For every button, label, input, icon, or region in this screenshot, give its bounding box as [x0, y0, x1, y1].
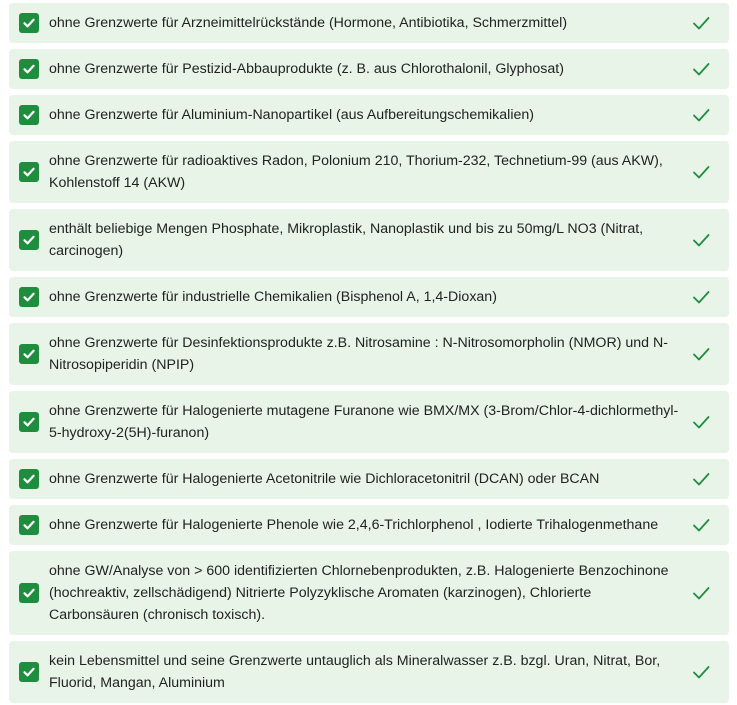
- item-text: ohne Grenzwerte für industrielle Chemikalien (Bisphenol A, 1,4-Dioxan): [49, 289, 497, 305]
- item-text: ohne Grenzwerte für Arzneimittelrückstände (Hormone, Antibiotika, Schmerzmittel): [49, 15, 568, 31]
- checkmark-icon: [691, 412, 711, 432]
- checkmark-icon: [691, 662, 711, 682]
- checkmark-icon: [691, 230, 711, 250]
- list-item: [9, 141, 729, 203]
- checkmark-icon: [691, 344, 711, 364]
- item-text: ohne Grenzwerte für Desinfektionsprodukte z.B. Nitrosamine : N-Nitrosomorpholin (NMOR) und N-Nitrosopiperidin (NPIP): [49, 335, 668, 373]
- item-text: enthält beliebige Mengen Phosphate, Mikroplastik, Nanoplastik und bis zu 50mg/L NO3 (Nitrat, carcinogen): [49, 221, 644, 259]
- list-item: [9, 391, 729, 453]
- checkmark-icon: [691, 59, 711, 79]
- checkbox-checked-icon[interactable]: [19, 344, 39, 364]
- list-item: [9, 3, 729, 43]
- checkmark-icon: [691, 105, 711, 125]
- checkmark-icon: [691, 13, 711, 33]
- checkbox-checked-icon[interactable]: [19, 287, 39, 307]
- checkbox-checked-icon[interactable]: [19, 105, 39, 125]
- checkmark-icon: [691, 162, 711, 182]
- list-item: [9, 551, 729, 635]
- item-text: ohne Grenzwerte für Halogenierte mutagene Furanone wie BMX/MX (3-Brom/Chlor-4-dichlormethyl-5-hydroxy-2(5H)-furanon): [49, 403, 679, 441]
- list-item: [9, 641, 729, 703]
- checkbox-checked-icon[interactable]: [19, 469, 39, 489]
- item-text: ohne Grenzwerte für Aluminium-Nanopartikel (aus Aufbereitungschemikalien): [49, 107, 534, 123]
- checkbox-checked-icon[interactable]: [19, 13, 39, 33]
- item-text: ohne Grenzwerte für Halogenierte Phenole wie 2,4,6-Trichlorphenol , Iodierte Trihalogenmethane: [49, 517, 659, 533]
- checkmark-icon: [691, 515, 711, 535]
- checkmark-icon: [691, 287, 711, 307]
- checkbox-checked-icon[interactable]: [19, 515, 39, 535]
- list-item: [9, 277, 729, 317]
- checkmark-icon: [691, 469, 711, 489]
- list-item: [9, 49, 729, 89]
- list-item: [9, 505, 729, 545]
- item-text: ohne Grenzwerte für Halogenierte Acetonitrile wie Dichloracetonitril (DCAN) oder BCAN: [49, 471, 600, 487]
- checkmark-icon: [691, 583, 711, 603]
- list-item: [9, 323, 729, 385]
- checkbox-checked-icon[interactable]: [19, 412, 39, 432]
- list-item: [9, 209, 729, 271]
- item-text: ohne Grenzwerte für radioaktives Radon, Polonium 210, Thorium-232, Technetium-99 (aus AKW), Kohlenstoff 14 (AKW): [49, 153, 663, 191]
- item-text: ohne Grenzwerte für Pestizid-Abbauprodukte (z. B. aus Chlorothalonil, Glyphosat): [49, 61, 564, 77]
- checkbox-checked-icon[interactable]: [19, 162, 39, 182]
- item-text: ohne GW/Analyse von > 600 identifizierten Chlornebenprodukten, z.B. Halogenierte Benzochinone (hochreaktiv, zellschädigend) Nitrierte Polyzyklische Aromaten (karzinogen), Chlorierte Carbonsäuren (chronisch toxisch).: [49, 563, 669, 623]
- list-item: [9, 95, 729, 135]
- item-text: kein Lebensmittel und seine Grenzwerte untauglich als Mineralwasser z.B. bzgl. Uran, Nitrat, Bor, Fluorid, Mangan, Aluminium: [49, 653, 661, 691]
- checkbox-checked-icon[interactable]: [19, 662, 39, 682]
- list-item: [9, 459, 729, 499]
- checkbox-checked-icon[interactable]: [19, 230, 39, 250]
- checkbox-checked-icon[interactable]: [19, 583, 39, 603]
- checkbox-checked-icon[interactable]: [19, 59, 39, 79]
